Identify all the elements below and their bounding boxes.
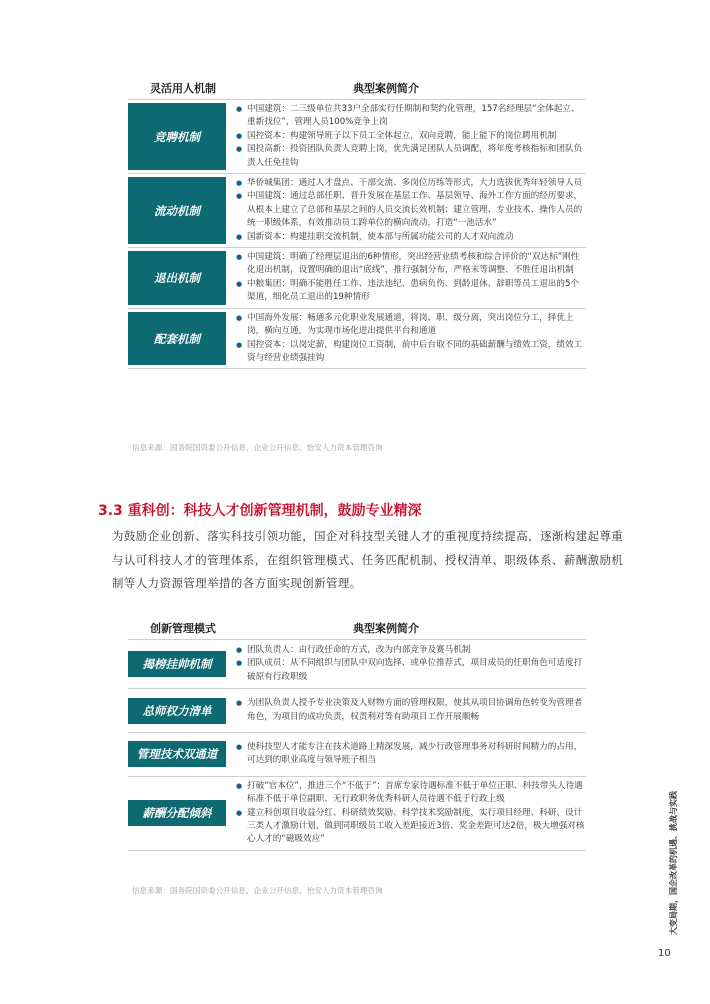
bullet-icon: ● [236,279,243,288]
running-title-text: 大变局期，国企改革的机遇、挑战与实践 [669,791,678,935]
source-note: 信息来源：国务院国资委公开信息、企业公开信息、怡安人力资本管理咨询 [132,443,383,452]
bullet-icon: ● [236,232,243,241]
bullet-icon: ● [236,646,243,654]
table-row [128,100,586,174]
list-item: ● 团队成员：从不同组织与团队中双向选择、或单位推荐式，项目成员的任职角色可适度打破原有行政职级 [236,657,586,684]
table-row [128,174,586,248]
page-number: 10 [658,948,671,959]
column-header-cases: 典型案例简介 [353,622,419,635]
row-label: 揭榜挂帅机制 [128,651,226,677]
row-label: 竞聘机制 [128,103,226,170]
bullet-icon: ● [236,105,243,113]
list-item: ● 中国建筑：明确了经理层退出的6种情形，突出经营业绩考核和综合评价的“双达标”刚性化退出机制，设置明确的退出“底线”，推行强制分布，严格末等调整、不胜任退出机制 [236,251,586,278]
bullet-icon: ● [236,699,243,708]
list-item: ● 国控资本：构建领导班子以下员工全体起立，双向竞聘，能上能下的岗位聘用机制 [236,130,586,143]
bullet-icon: ● [236,253,243,262]
row-label: 退出机制 [128,251,226,305]
bullet-icon: ● [236,192,243,201]
section-title: 3.3 重科创：科技人才创新管理机制，鼓励专业精深 [98,503,422,519]
table-row [128,309,586,370]
bullet-icon: ● [236,340,243,349]
bullet-icon: ● [236,808,243,817]
row-label: 总师权力清单 [128,698,226,724]
table-row [128,777,586,851]
bullet-icon: ● [236,145,243,154]
list-item: ● 打破“官本位”，推进三个“不低于”：首席专家待遇标准不低于单位正职、科技带头人待遇标准不低于单位副职、无行政职务优秀科研人员待遇不低于行政上级 [236,780,586,807]
list-item: ● 国投高新：投资团队负责人竞聘上岗，优先满足团队人员调配，将年度考核指标和团队负责人任免挂钩 [236,143,586,170]
row-label: 配套机制 [128,312,226,366]
column-header-mechanism: 灵活用人机制 [150,82,216,95]
table-row [128,248,586,309]
row-label: 薪酬分配倾斜 [128,800,226,826]
list-item: ● 中粮集团：明确不能胜任工作、违法违纪、患病负伤、到龄退休、辞职等员工退出的5个渠道，细化员工退出的19种情形 [236,278,586,305]
list-item: ● 建立科创项目收益分红、科研绩效奖励、科学技术奖励制度，实行项目经理、科研、设计三类人才激励计划，做到同职级员工收入差距接近3倍、奖金差距可达2倍，极大增强对核心人才的“磁吸效应” [236,807,586,847]
list-item: ● 华侨城集团：通过人才盘点、干部交流、多岗位历练等形式，大力选拔优秀年轻领导人员 [236,177,586,190]
source-note: 信息来源：国务院国资委公开信息、企业公开信息、怡安人力资本管理咨询 [132,886,383,895]
row-label: 流动机制 [128,177,226,244]
bullet-icon: ● [236,131,243,140]
list-item: ● 团队负责人：由行政任命的方式，改为内部竞争及赛马机制 [236,644,586,657]
table-row [128,733,586,777]
list-item: ● 中国海外发展：畅通多元化职业发展通道，将岗、职、级分离，突出岗位分工，择优上岗，横向互通，为实现市场化进出提供平台和通道 [236,312,586,339]
bullet-icon: ● [236,743,243,752]
table-row [128,640,586,689]
section-paragraph: 为鼓励企业创新、落实科技引领功能，国企对科技型关键人才的重视度持续提高，逐渐构建起尊重与认可科技人才的管理体系，在组织管理模式、任务匹配机制、授权清单、职级体系、薪酬激励机制等人力资源管理举措的各方面实现创新管理。 [112,529,624,590]
list-item: ● 国控资本：以岗定薪，构建岗位工资制，前中后台取不同的基础薪酬与绩效工资，绩效工资与经营业绩强挂钩 [236,339,586,366]
list-item: ● 中国建筑：通过总部任职、晋升发展在基层工作、基层领导、海外工作方面的经历要求，从根本上建立了总部和基层之间的人员交流长效机制；建立管理、专业技术、操作人员的统一职级体系，有效推动员工跨单位的横向流动，打造“一池活水” [236,190,586,230]
table-header [128,76,586,100]
bullet-icon: ● [236,313,243,322]
bullet-icon: ● [236,781,243,790]
column-header-cases: 典型案例简介 [353,82,419,95]
list-item: ● 国新资本：构建挂职交流机制，使本部与所属功能公司的人才双向流动 [236,231,586,244]
side-running-title [654,775,694,935]
list-item: ● 使科技型人才能专注在技术道路上精深发展，减少行政管理事务对科研时间精力的占用，可达到的职业高度与领导班子相当 [236,741,586,768]
bullet-icon: ● [236,659,243,668]
flexible-employment-table [128,76,586,369]
table-header [128,616,586,640]
row-label: 管理技术双通道 [128,741,226,767]
innovation-management-table [128,616,586,851]
list-item: ● 为团队负责人授予专业决策及人财物方面的管理权限，使其从项目协调角色转变为管理者角色，为项目的成功负责，权责利对等有助项目工作开展顺畅 [236,697,586,724]
bullet-icon: ● [236,179,243,188]
table-row [128,689,586,733]
list-item: ● 中国建筑：二三级单位共33户全部实行任期制和契约化管理，157名经理层“全体起立、重新找位”，管理人员100%竞争上岗 [236,103,586,130]
column-header-mode: 创新管理模式 [150,622,216,635]
